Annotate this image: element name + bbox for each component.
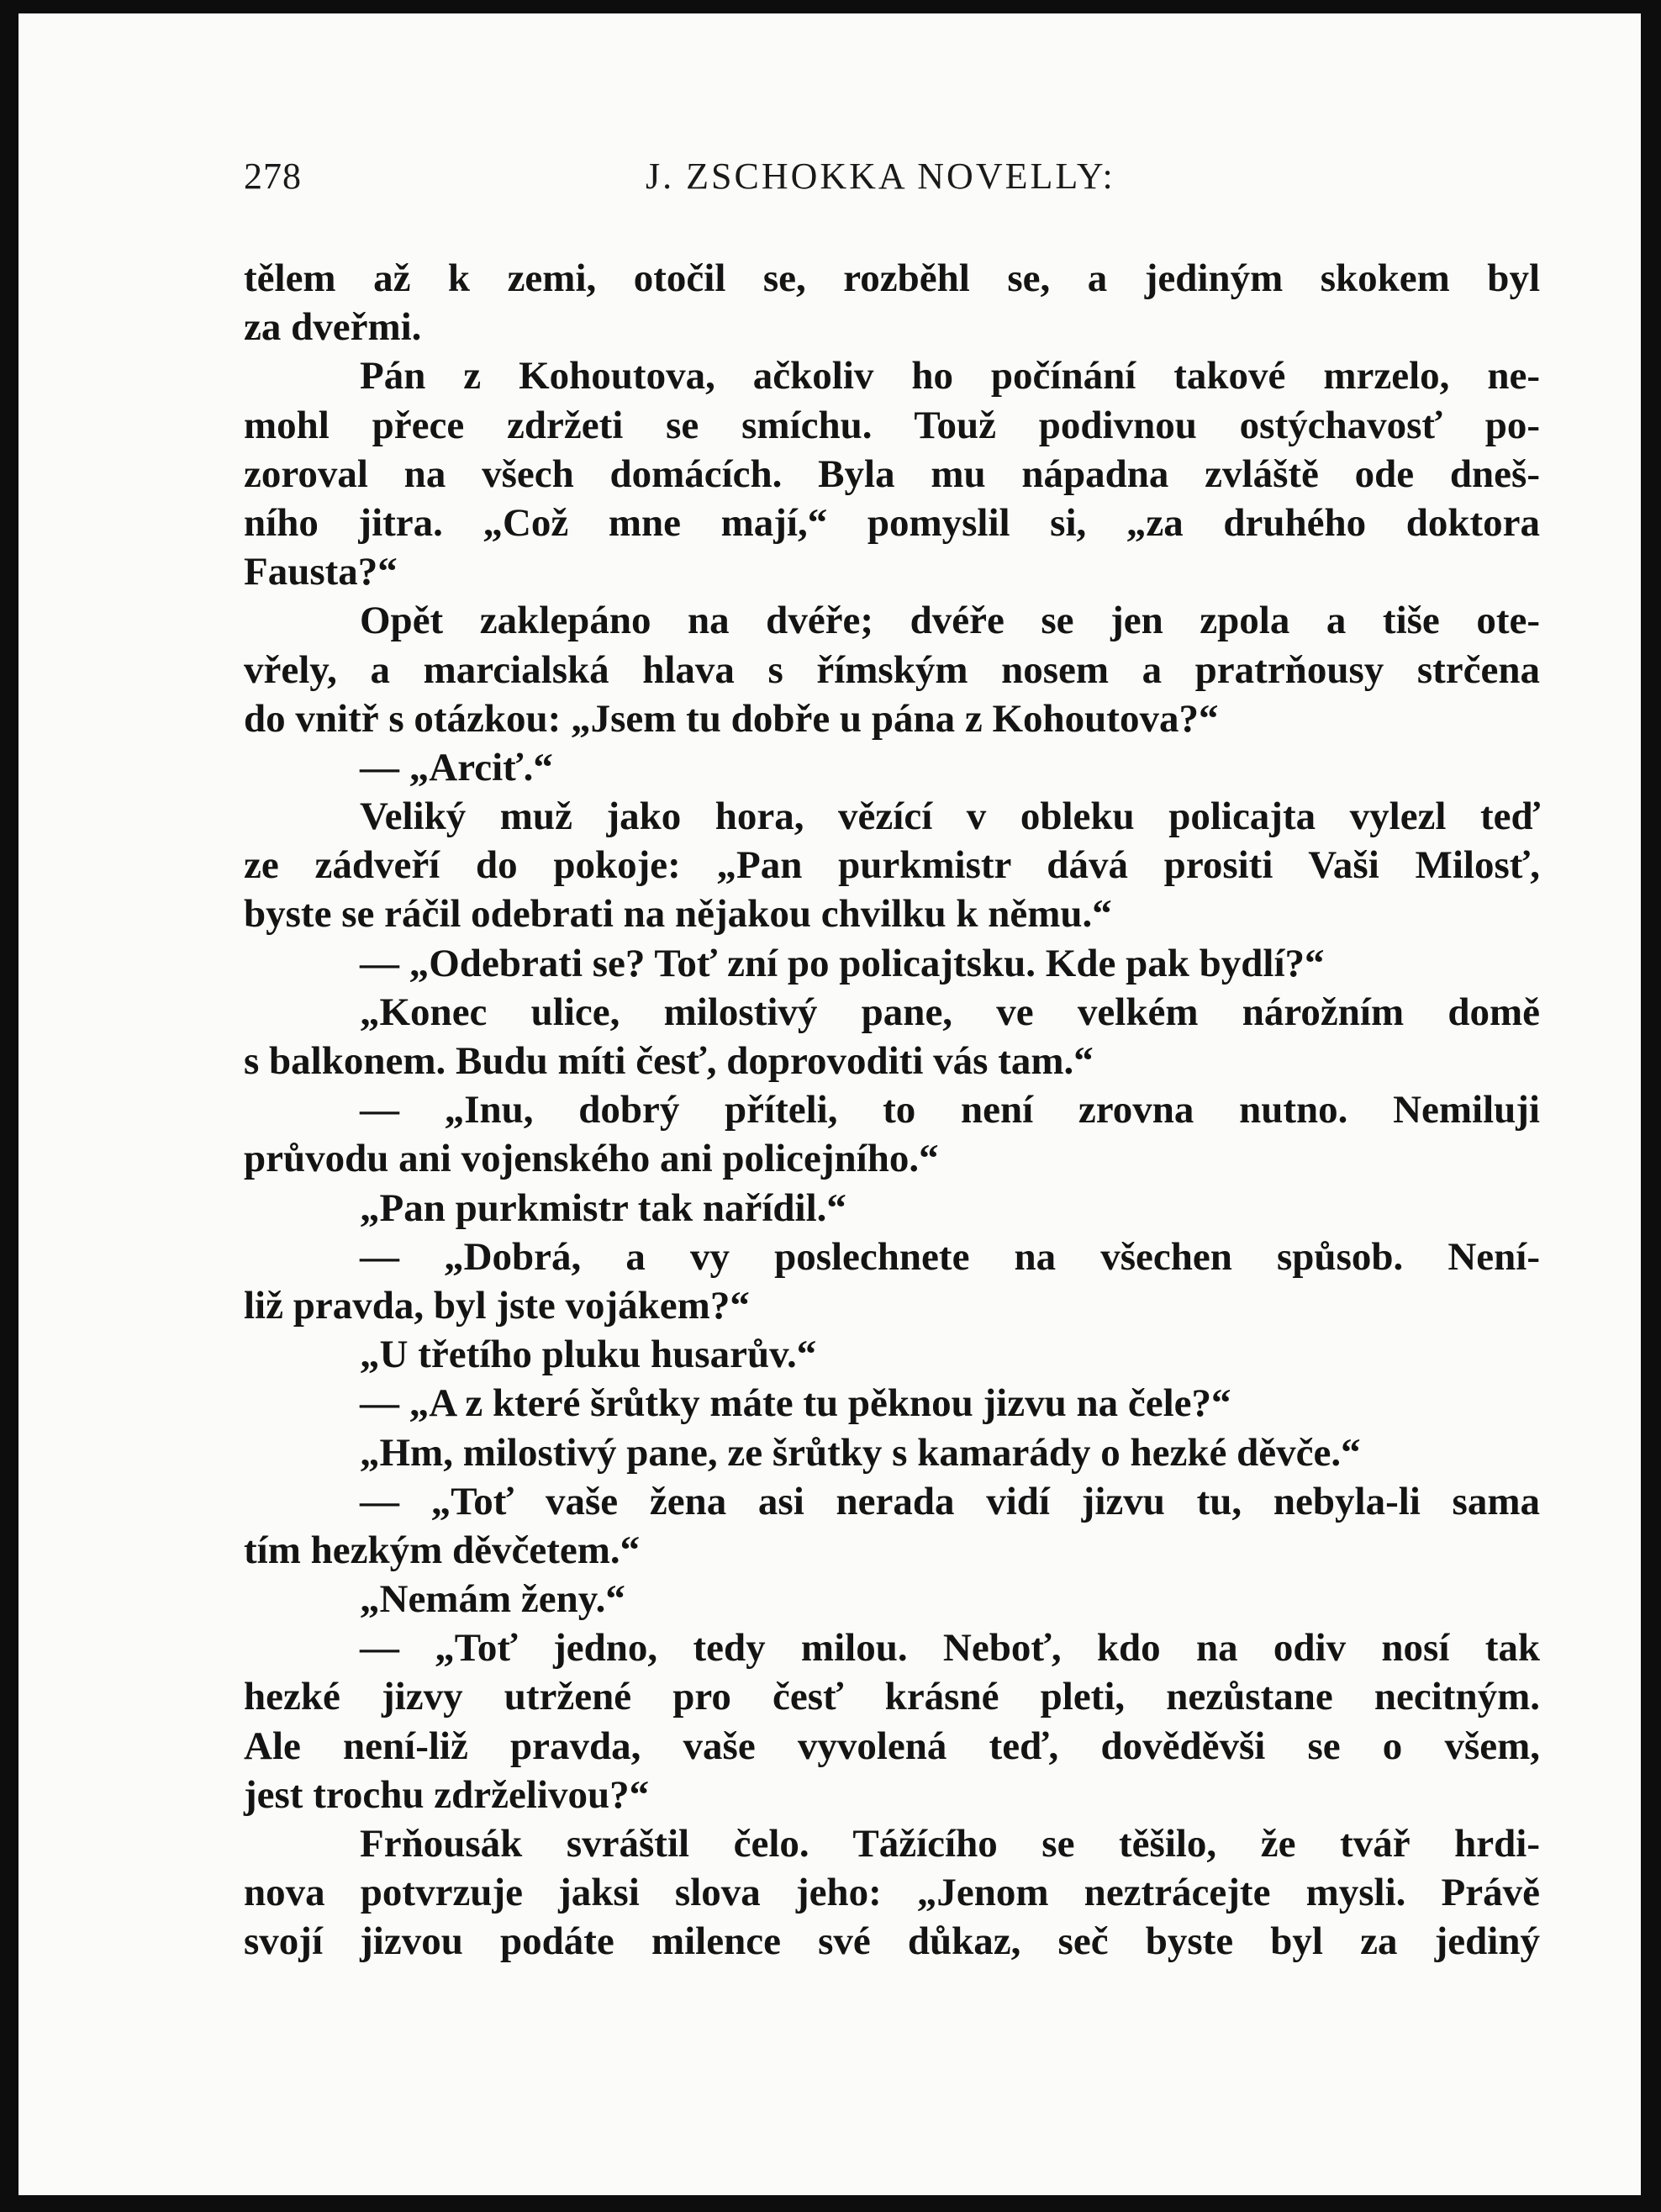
text-line-19: průvodu ani vojenského ani policejního.“ bbox=[244, 1137, 939, 1181]
text-line-5: zoroval na všech domácích. Byla mu nápadna zvláště ode dneš- bbox=[244, 451, 1540, 496]
text-line-10: do vnitř s otázkou: „Jsem tu dobře u pána z Kohoutova?“ bbox=[244, 696, 1219, 741]
book-page bbox=[18, 13, 1641, 2195]
text-line-24: — „A z které šrůtky máte tu pěknou jizvu na čele?“ bbox=[360, 1381, 1231, 1426]
text-line-3: Pán z Kohoutova, ačkoliv ho počínání takové mrzelo, ne- bbox=[360, 354, 1540, 399]
text-line-9: vřely, a marcialská hlava s římským nosem a pratrňousy strčena bbox=[244, 647, 1540, 692]
text-line-32: jest trochu zdrželivou?“ bbox=[244, 1772, 650, 1817]
text-line-4: mohl přece zdržeti se smíchu. Touž podivnou ostýchavosť po- bbox=[244, 403, 1540, 447]
text-line-34: nova potvrzuje jaksi slova jeho: „Jenom neztrácejte mysli. Právě bbox=[244, 1871, 1540, 1915]
body-text bbox=[244, 254, 1540, 1967]
text-line-13: ze zádveří do pokoje: „Pan purkmistr dává prositi Vaši Milosť, bbox=[244, 843, 1540, 888]
text-line-28: „Nemám ženy.“ bbox=[360, 1577, 625, 1622]
text-line-14: byste se ráčil odebrati na nějakou chvilku k němu.“ bbox=[244, 892, 1112, 937]
text-line-12: Veliký muž jako hora, vězící v obleku policajta vylezl teď bbox=[360, 795, 1540, 839]
text-line-35: svojí jizvou podáte milence své důkaz, seč byste byl za jediný bbox=[244, 1919, 1540, 1964]
text-line-8: Opět zaklepáno na dvéře; dvéře se jen zpola a tiše ote- bbox=[360, 599, 1540, 643]
text-line-31: Ale není-liž pravda, vaše vyvolená teď, dověděvši se o všem, bbox=[244, 1724, 1540, 1768]
text-line-18: — „Inu, dobrý příteli, to není zrovna nutno. Nemiluji bbox=[360, 1088, 1540, 1132]
text-line-25: „Hm, milostivý pane, ze šrůtky s kamarády o hezké děvče.“ bbox=[360, 1430, 1361, 1475]
text-line-7: Fausta?“ bbox=[244, 550, 398, 594]
text-line-29: — „Toť jedno, tedy milou. Neboť, kdo na odiv nosí tak bbox=[360, 1626, 1540, 1671]
text-line-17: s balkonem. Budu míti česť, doprovoditi vás tam.“ bbox=[244, 1039, 1094, 1083]
page-number: 278 bbox=[244, 156, 302, 197]
text-line-27: tím hezkým děvčetem.“ bbox=[244, 1528, 641, 1572]
text-line-15: — „Odebrati se? Toť zní po policajtsku. Kde pak bydlí?“ bbox=[360, 941, 1325, 985]
text-line-1: tělem až k zemi, otočil se, rozběhl se, a jediným skokem byl bbox=[244, 256, 1540, 300]
text-line-16: „Konec ulice, milostivý pane, ve velkém nárožním domě bbox=[360, 990, 1540, 1034]
text-line-6: ního jitra. „Což mne mají,“ pomyslil si, „za druhého doktora bbox=[244, 500, 1540, 545]
running-title: J. ZSCHOKKA NOVELLY: bbox=[646, 156, 1115, 197]
text-line-11: — „Arciť.“ bbox=[360, 745, 553, 789]
running-head bbox=[244, 146, 1179, 207]
text-line-33: Frňousák svráštil čelo. Tážícího se těšilo, že tvář hrdi- bbox=[360, 1822, 1540, 1866]
text-line-26: — „Toť vaše žena asi nerada vidí jizvu tu, nebyla-li sama bbox=[360, 1479, 1540, 1523]
text-line-23: „U třetího pluku husarův.“ bbox=[360, 1333, 817, 1377]
text-line-21: — „Dobrá, a vy poslechnete na všechen spůsob. Není- bbox=[360, 1234, 1540, 1279]
text-line-30: hezké jizvy utržené pro česť krásné pleti, nezůstane necitným. bbox=[244, 1675, 1540, 1719]
text-line-20: „Pan purkmistr tak nařídil.“ bbox=[360, 1185, 846, 1230]
text-line-22: liž pravda, byl jste vojákem?“ bbox=[244, 1283, 750, 1328]
text-line-2: za dveřmi. bbox=[244, 305, 422, 350]
